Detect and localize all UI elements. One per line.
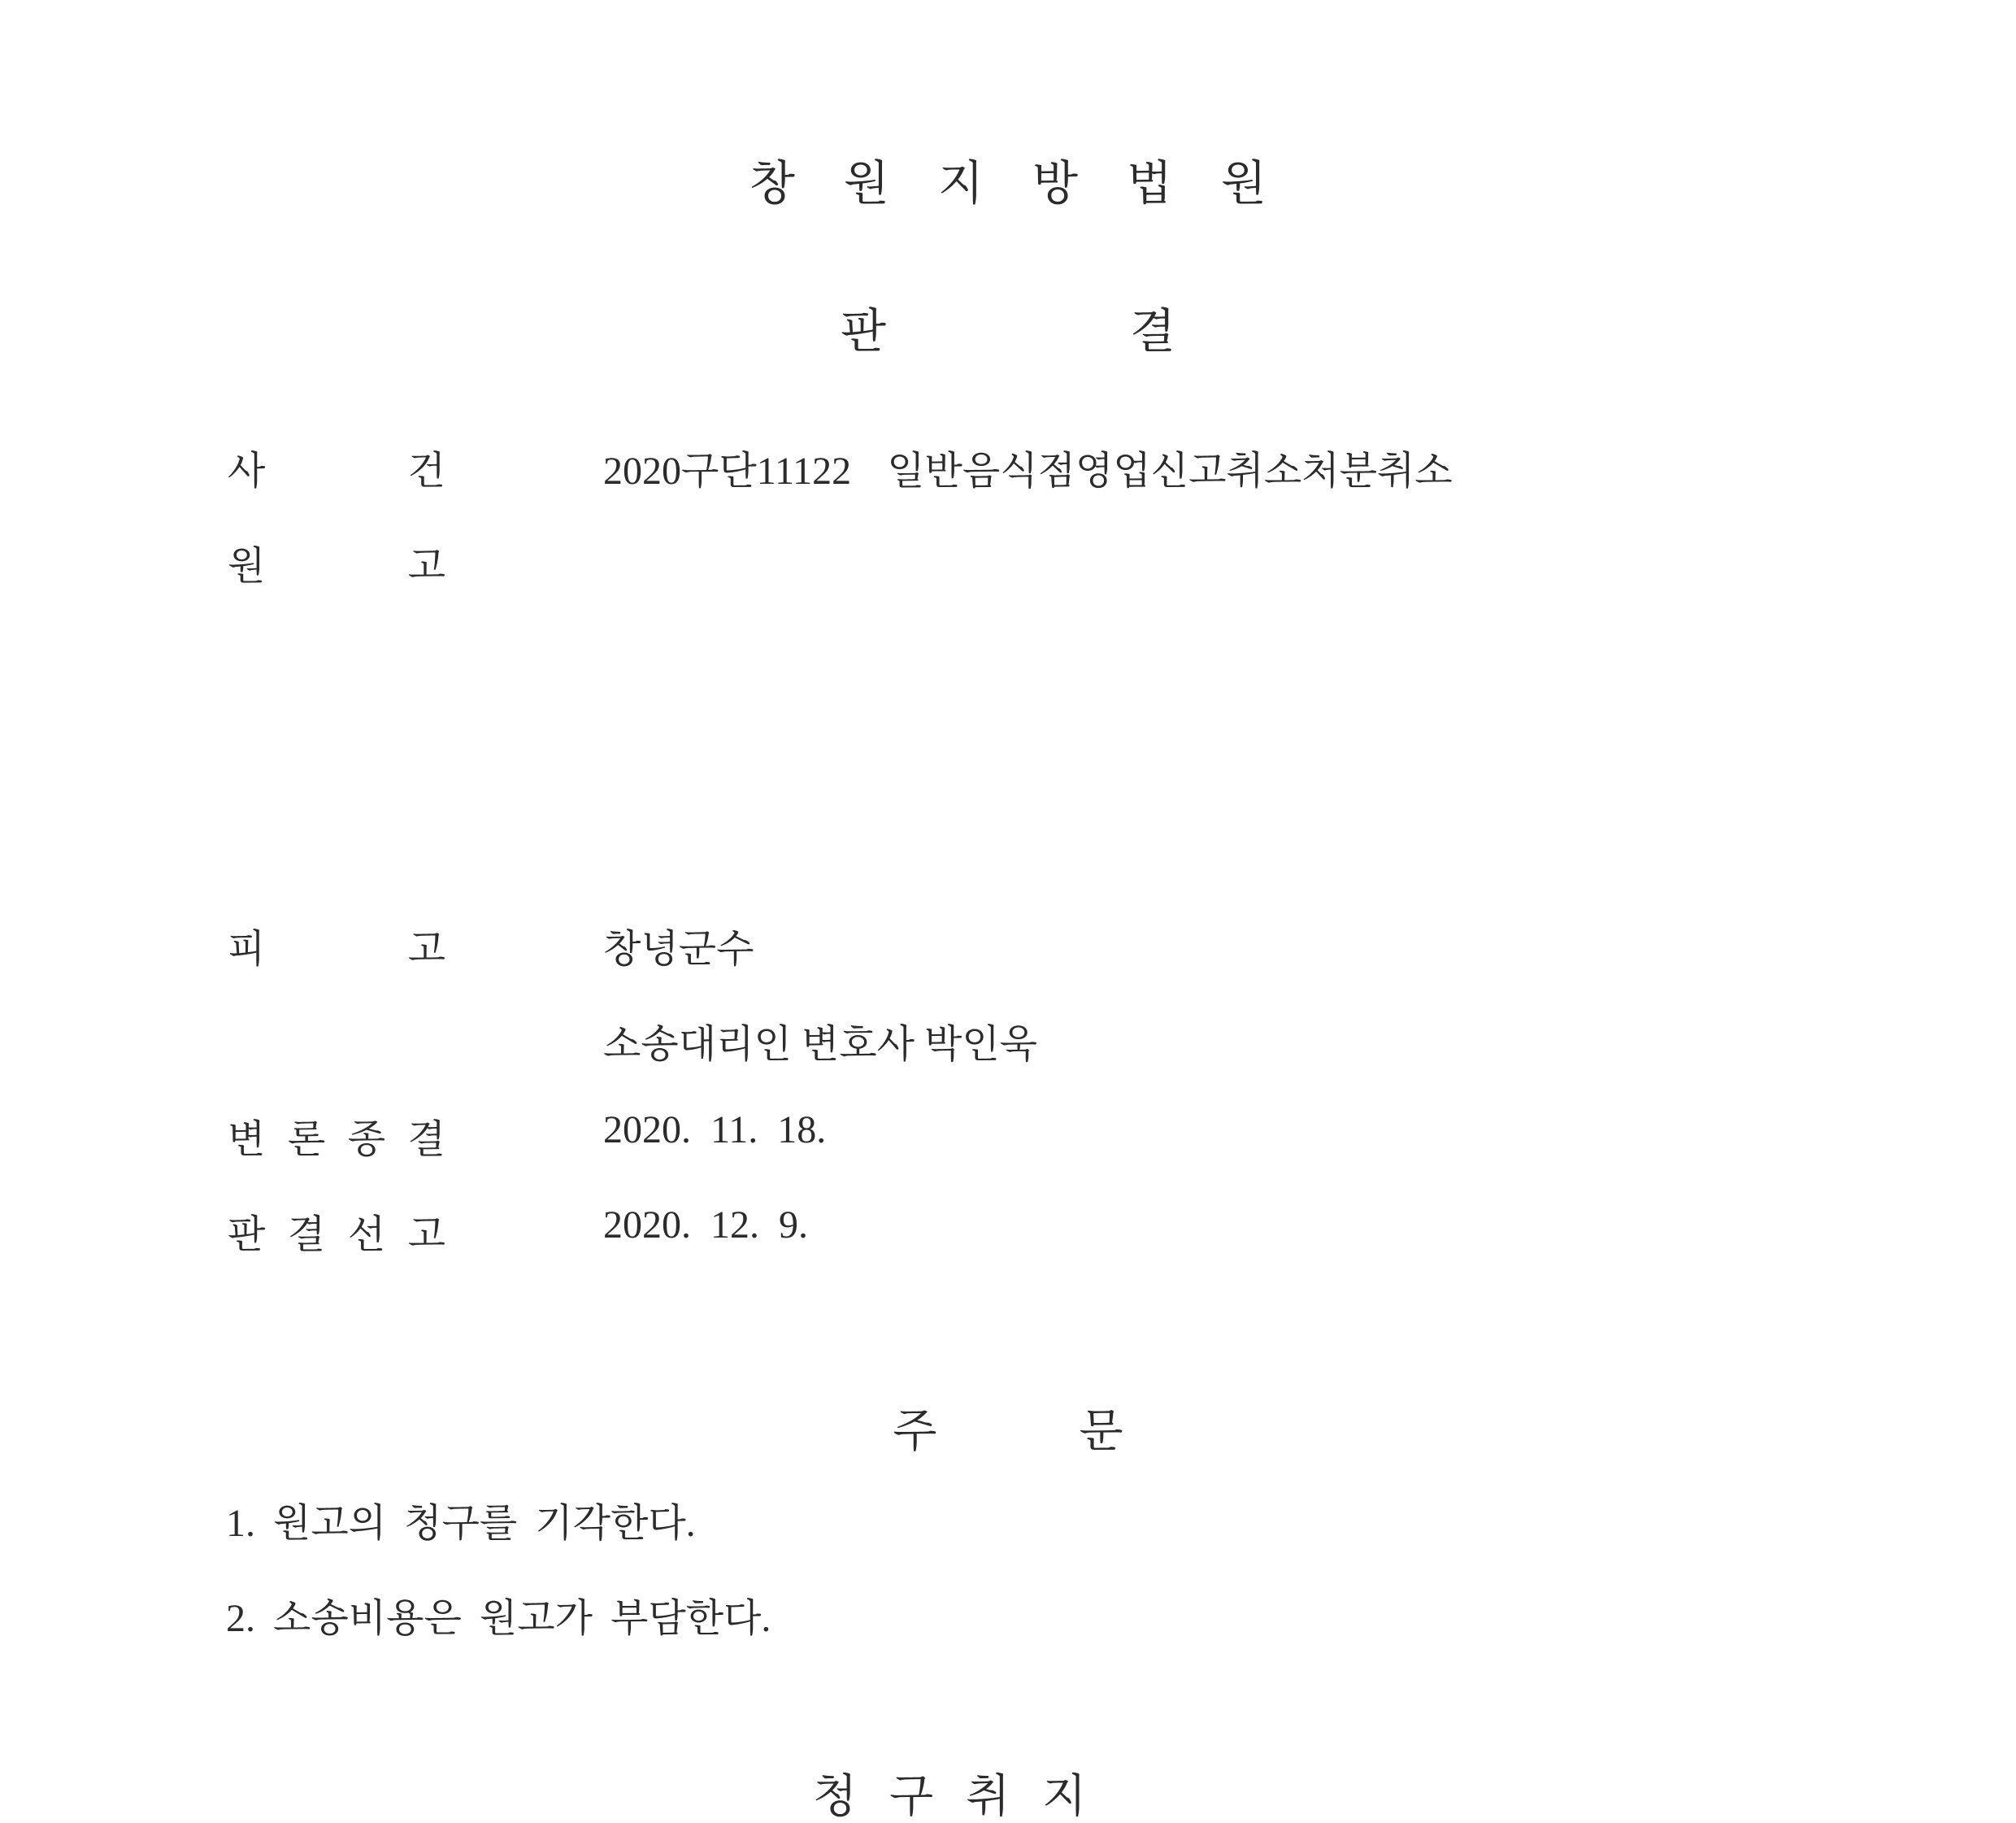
closing-label-char-2: 론 — [287, 1116, 326, 1162]
plaintiff-label-char-2: 고 — [407, 543, 445, 589]
order-item-2: 2. 소송비용은 원고가 부담한다. — [226, 1597, 771, 1640]
defendant-representative: 소송대리인 변호사 박인욱 — [603, 1023, 1038, 1066]
judgment-date: 2020. 12. 9. — [603, 1203, 808, 1247]
judgment-date-label-char-2: 결 — [287, 1212, 326, 1257]
case-title: 일반음식점영업신고취소처분취소 — [887, 450, 1453, 493]
judgment-date-label-char-4: 고 — [407, 1212, 445, 1257]
court-name: 창원지방법원 — [749, 155, 1316, 211]
case-number: 2020구단11122 — [603, 450, 852, 493]
claim-heading-text: 청구취지 — [813, 1770, 1119, 1823]
judgment-date-label-char-1: 판 — [228, 1212, 266, 1257]
defendant-label-char-2: 고 — [407, 926, 445, 972]
closing-date: 2020. 11. 18. — [603, 1108, 827, 1151]
case-label-char-2: 건 — [407, 448, 445, 494]
closing-label-char-4: 결 — [407, 1116, 445, 1162]
defendant-label-char-1: 피 — [228, 926, 266, 972]
judgment-date-label — [228, 1203, 445, 1259]
plaintiff-label — [228, 534, 445, 590]
closing-label-char-1: 변 — [228, 1116, 266, 1162]
defendant-value: 창녕군수 — [603, 928, 754, 971]
case-value — [603, 439, 1453, 495]
claim-heading-partial — [813, 1770, 1203, 1823]
order-heading: 주문 — [893, 1405, 1266, 1458]
defendant-label — [228, 917, 445, 973]
order-item-1: 1. 원고의 청구를 기각한다. — [226, 1502, 696, 1545]
closing-label-char-3: 종 — [347, 1116, 386, 1162]
document-title: 판결 — [840, 303, 1420, 359]
judgment-date-label-char-3: 선 — [347, 1212, 386, 1257]
closing-label — [228, 1107, 445, 1164]
case-label-char-1: 사 — [228, 448, 266, 494]
plaintiff-label-char-1: 원 — [228, 543, 266, 589]
case-label — [228, 439, 445, 495]
